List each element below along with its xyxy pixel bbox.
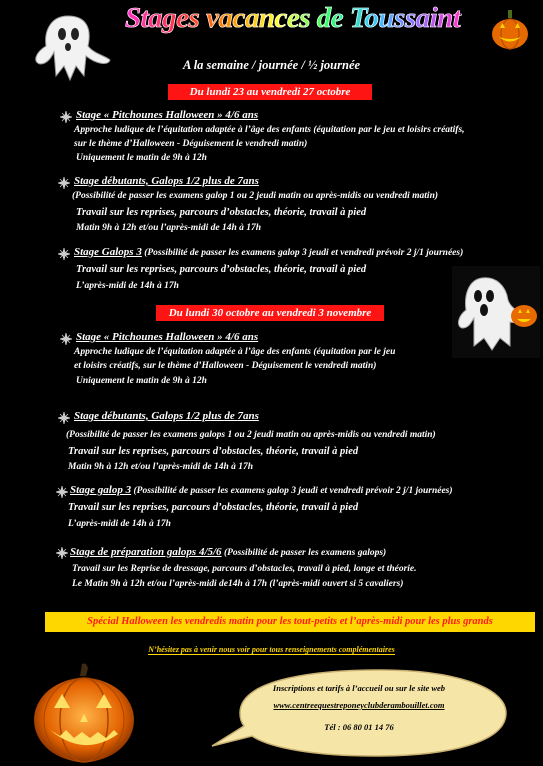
halloween-special-banner: Spécial Halloween les vendredis matin pour les tout-petits et l’après-midi pour les plus grands (45, 612, 535, 632)
w2-stage1-line1: Approche ludique de l’équitation adaptée à l’âge des enfants (équitation par le jeu (74, 347, 396, 357)
w2-stage4-heading (70, 546, 386, 558)
w1-stage3-title: Stage Galops 3 (74, 246, 142, 258)
w2-stage4-line1: Travail sur les Reprise de dressage, parcours d’obstacles, travail à pied, longe et théorie. (72, 564, 417, 574)
week1-date-banner: Du lundi 23 au vendredi 27 octobre (168, 84, 372, 100)
ghost-pumpkin-illustration (452, 266, 540, 358)
w2-stage2-line3: Matin 9h à 12h et/ou l’après-midi de 14h à 17h (68, 462, 254, 472)
contact-line1: Inscriptions et tarifs à l’accueil ou sur le site web (272, 683, 446, 693)
pumpkin-icon (490, 8, 530, 52)
w1-stage2-title: Stage débutants, Galops 1/2 plus de 7ans (74, 175, 259, 187)
w1-stage3-line1: Travail sur les reprises, parcours d’obstacles, théorie, travail à pied (76, 264, 367, 275)
w2-stage4-line2: Le Matin 9h à 12h et/ou l’après-midi de14h à 17h (l’après-midi ouvert si 5 cavaliers) (72, 579, 404, 589)
w1-stage2-line2: Travail sur les reprises, parcours d’obstacles, théorie, travail à pied (76, 207, 367, 218)
w1-stage2-line1: (Possibilité de passer les examens galop 1 ou 2 jeudi matin ou après-midis ou vendredi matin) (72, 191, 439, 201)
info-note (0, 645, 543, 654)
contact-speech-bubble (210, 668, 508, 758)
w2-stage3-line1: Travail sur les reprises, parcours d’obstacles, théorie, travail à pied (68, 502, 359, 513)
w2-stage3-line2: L’après-midi de 14h à 17h (68, 519, 171, 529)
bullet-star-icon (56, 547, 68, 559)
w2-stage2-line2: Travail sur les reprises, parcours d’obstacles, théorie, travail à pied (68, 446, 359, 457)
w1-stage1-line1: Approche ludique de l’équitation adaptée à l’âge des enfants (équitation par le jeu et loisirs créatifs, (74, 125, 465, 135)
week2-date-banner: Du lundi 30 octobre au vendredi 3 novembre (156, 305, 384, 321)
bullet-star-icon (60, 111, 72, 123)
website-link[interactable]: www.centreequestreponeyclubderambouillet.com (273, 700, 445, 710)
w1-stage3-heading (74, 246, 463, 258)
w2-stage3-title-note: (Possibilité de passer les examens galop 3 jeudi et vendredi prévoir 2 j/1 journées) (131, 486, 453, 496)
w2-stage3-heading (70, 484, 453, 496)
w2-stage1-line2: et loisirs créatifs, sur le thème d’Halloween - Déguisement le vendredi matin) (74, 361, 377, 371)
w2-stage2-line1: (Possibilité de passer les examens galops 1 ou 2 jeudi matin ou après-midis ou vendredi matin) (66, 430, 436, 440)
page-subtitle: A la semaine / journée / ½ journée (182, 58, 361, 72)
jack-o-lantern-illustration (30, 660, 138, 764)
w2-stage3-title: Stage galop 3 (70, 484, 132, 496)
page-title: Stages vacances de Toussaint (125, 2, 461, 34)
w2-stage4-title: Stage de préparation galops 4/5/6 (70, 546, 222, 558)
w1-stage1-line3: Uniquement le matin de 9h à 12h (76, 153, 207, 163)
w1-stage1-line2: sur le thème d’Halloween - Déguisement le vendredi matin) (74, 139, 308, 149)
bullet-star-icon (58, 412, 70, 424)
w1-stage1-title: Stage « Pitchounes Halloween » 4/6 ans (76, 109, 259, 121)
bullet-star-icon (58, 248, 70, 260)
info-note-text: N’hésitez pas à venir nous voir pour tous renseignements complémentaires (148, 645, 395, 654)
w1-stage3-line2: L’après-midi de 14h à 17h (76, 281, 179, 291)
w2-stage1-title: Stage « Pitchounes Halloween » 4/6 ans (76, 331, 259, 343)
phone-number: Tél : 06 80 01 14 76 (324, 722, 394, 732)
w1-stage2-line3: Matin 9h à 12h et/ou l’après-midi de 14h à 17h (76, 223, 262, 233)
w2-stage4-title-note: (Possibilité de passer les examens galops) (221, 548, 387, 558)
w2-stage2-title: Stage débutants, Galops 1/2 plus de 7ans (74, 410, 259, 422)
bullet-star-icon (60, 333, 72, 345)
w1-stage3-title-note: (Possibilité de passer les examens galop 3 jeudi et vendredi prévoir 2 j/1 journées) (141, 248, 464, 258)
bullet-star-icon (58, 177, 70, 189)
bullet-star-icon (56, 486, 68, 498)
w2-stage1-line3: Uniquement le matin de 9h à 12h (76, 376, 207, 386)
ghost-illustration (30, 6, 114, 88)
